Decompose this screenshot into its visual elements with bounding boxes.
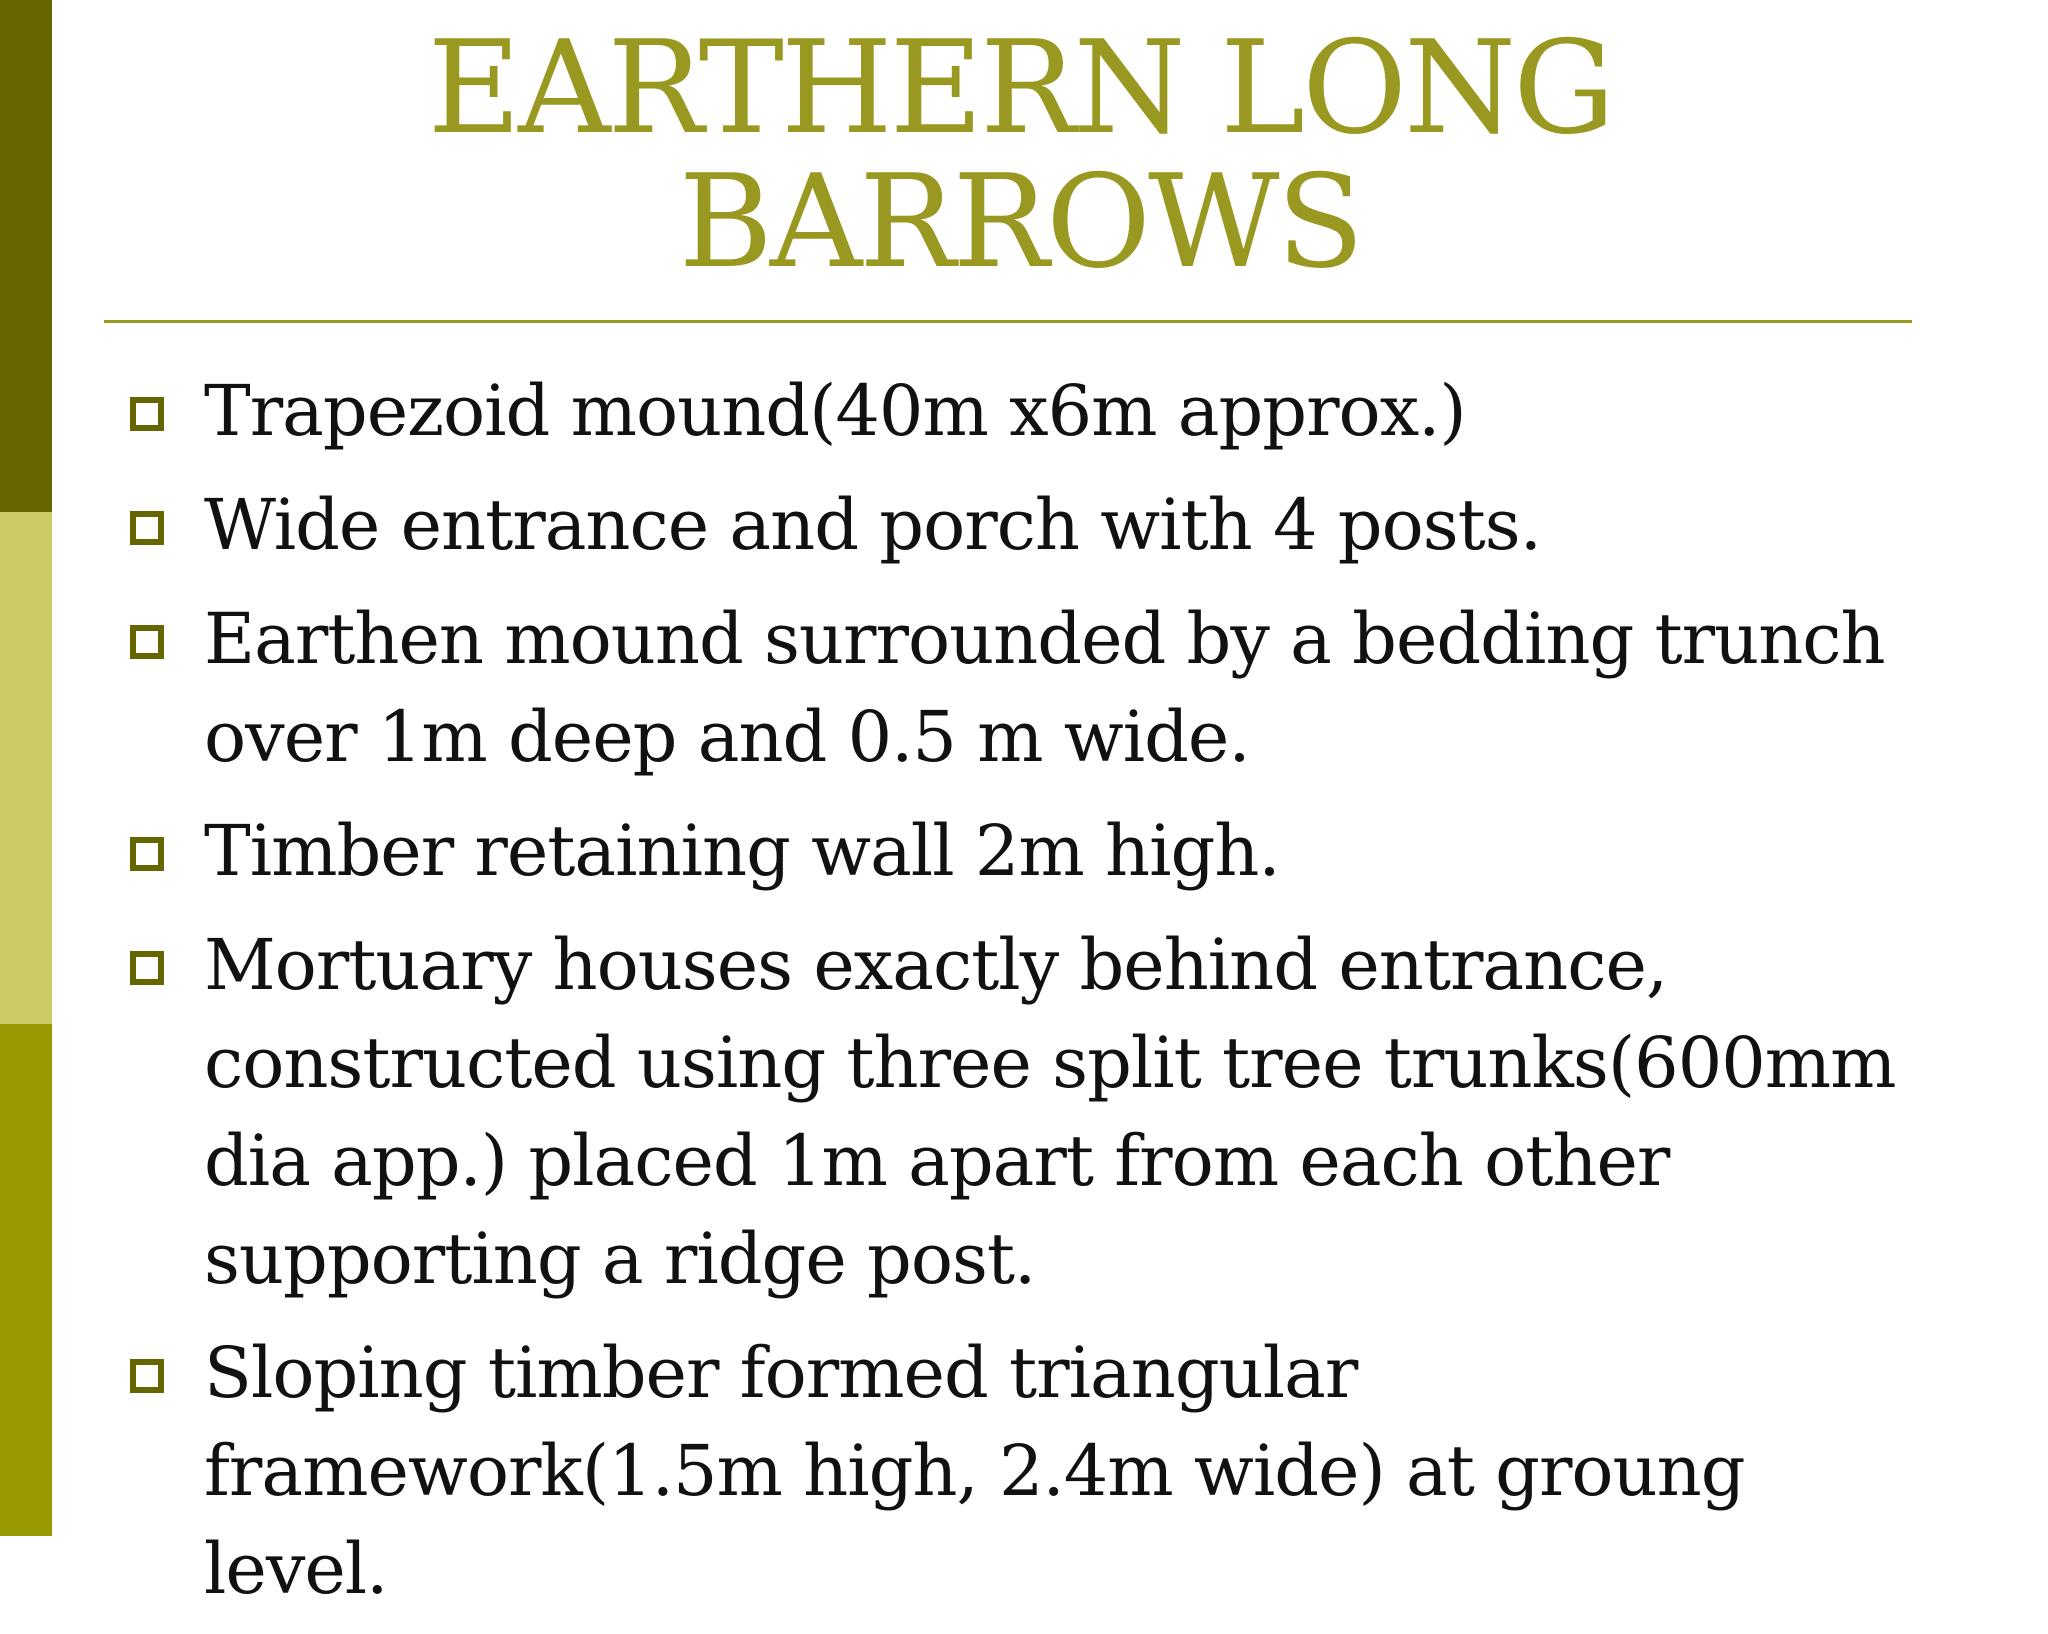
square-bullet-icon — [130, 511, 164, 545]
bullet-text: Trapezoid mound(40m x6m approx.) — [204, 370, 1466, 452]
sidebar-accent-bottom — [0, 1024, 52, 1536]
slide-title-line-2: BARROWS — [678, 148, 1362, 297]
title-divider — [104, 320, 1912, 323]
square-bullet-icon — [130, 837, 164, 871]
bullet-item — [130, 802, 1930, 900]
bullet-text: Wide entrance and porch with 4 posts. — [204, 484, 1541, 566]
bullet-text: Timber retaining wall 2m high. — [204, 810, 1280, 892]
square-bullet-icon — [130, 1359, 164, 1393]
square-bullet-icon — [130, 951, 164, 985]
bullet-text: Sloping timber formed triangular framework(1.5m high, 2.4m wide) at groung level. — [204, 1332, 1745, 1610]
slide-title-line-1: EARTHERN LONG — [427, 14, 1613, 163]
bullet-item — [130, 362, 1930, 460]
bullet-item — [130, 1324, 1930, 1618]
slide-title — [200, 14, 1840, 297]
bullet-item — [130, 916, 1930, 1308]
bullet-text: Earthen mound surrounded by a bedding trunch over 1m deep and 0.5 m wide. — [204, 598, 1885, 778]
bullet-item — [130, 590, 1930, 786]
sidebar-accent-top — [0, 0, 52, 512]
bullet-item — [130, 476, 1930, 574]
sidebar-accent-middle — [0, 512, 52, 1024]
square-bullet-icon — [130, 625, 164, 659]
square-bullet-icon — [130, 397, 164, 431]
bullet-text: Mortuary houses exactly behind entrance, constructed using three split tree trunks(600mm dia app.) placed 1m apart from each other supporting a ridge post. — [204, 924, 1896, 1300]
bullet-list — [130, 362, 1930, 1634]
